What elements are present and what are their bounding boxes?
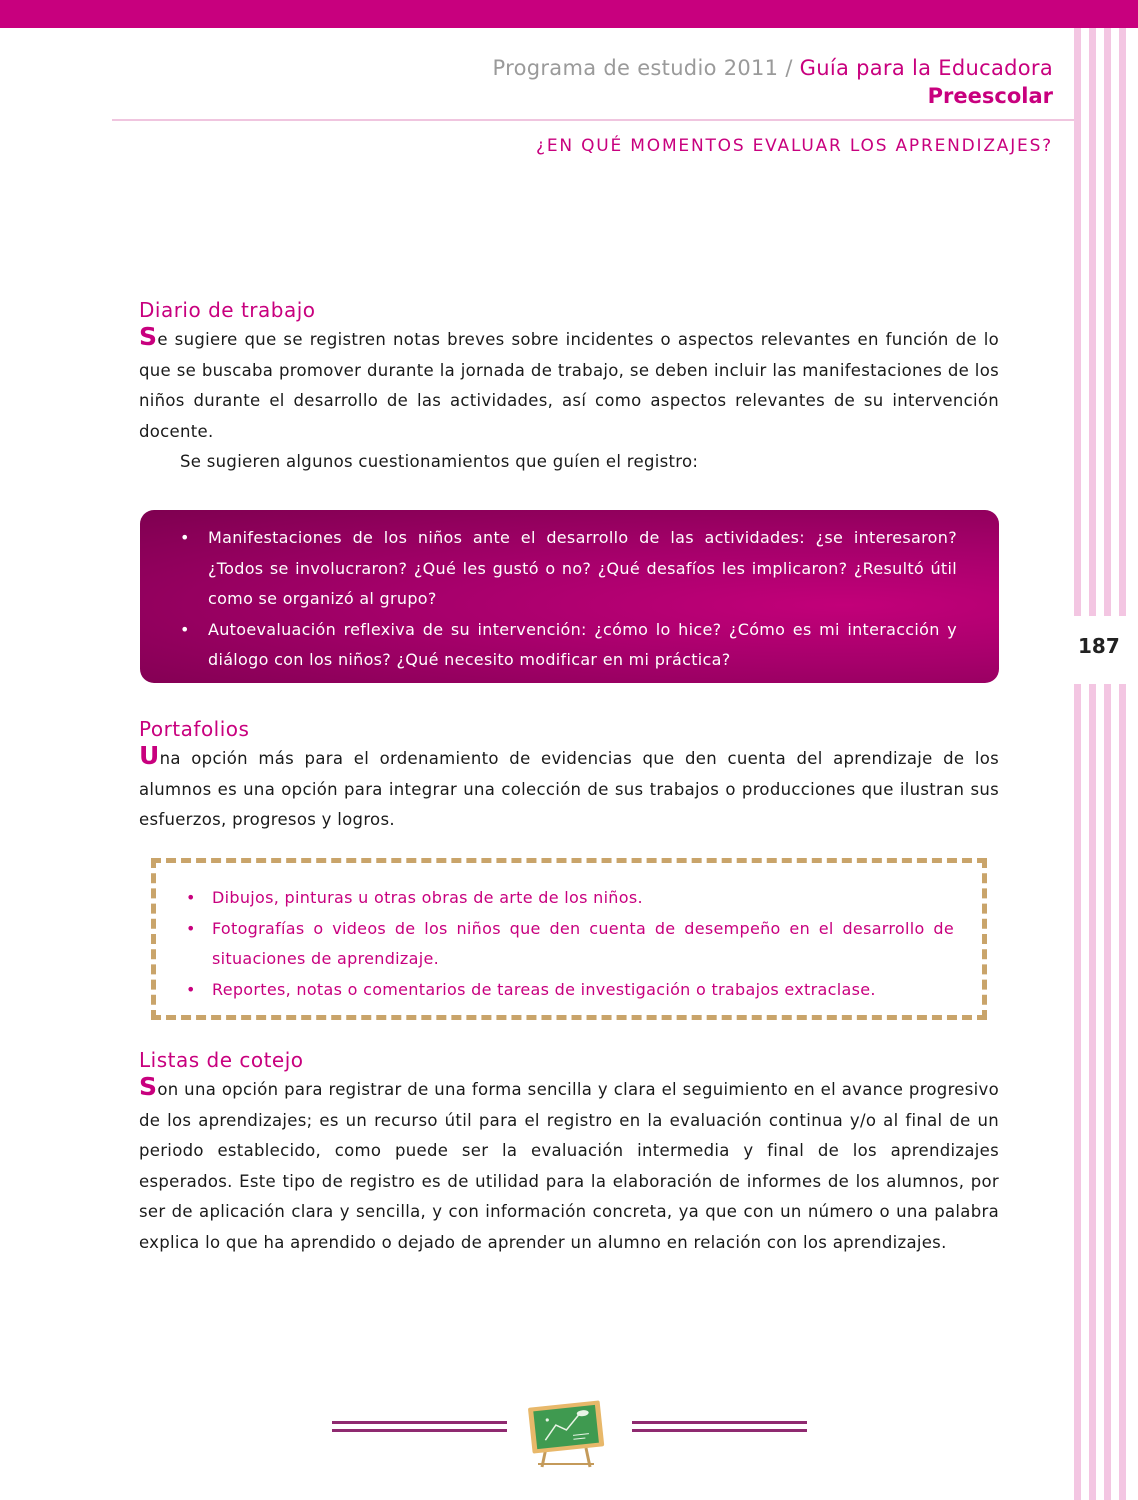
dropcap: U: [139, 741, 160, 770]
section-title: ¿EN QUÉ MOMENTOS EVALUAR LOS APRENDIZAJES?: [536, 136, 1053, 156]
side-stripe: [1104, 684, 1111, 1500]
footer-rule-right: [632, 1421, 807, 1435]
side-stripe: [1074, 684, 1081, 1500]
listas-paragraph: [139, 1072, 999, 1258]
chalkboard-icon: [524, 1398, 608, 1468]
diario-questions-box: [140, 510, 999, 683]
side-stripe: [1104, 28, 1111, 616]
portafolios-paragraph: [139, 741, 999, 836]
header-separator: /: [778, 56, 800, 80]
portafolios-heading: Portafolios: [139, 717, 250, 741]
diario-paragraph: [139, 322, 999, 447]
top-color-bar: [0, 0, 1138, 28]
diario-section: [139, 295, 999, 478]
running-header: [493, 56, 1053, 80]
guide-title: Guía para la Educadora: [799, 56, 1053, 80]
listas-heading: Listas de cotejo: [139, 1048, 304, 1072]
diario-intro: Se sugieren algunos cuestionamientos que guíen el registro:: [180, 452, 699, 471]
list-item: • Reportes, notas o comentarios de tareas de investigación o trabajos extraclase.: [184, 975, 954, 1006]
portafolios-section: [139, 714, 999, 836]
list-item: • Fotografías o videos de los niños que den cuenta de desempeño en el desarrollo de situaciones de aprendizaje.: [184, 914, 954, 975]
diario-bullet-list: [178, 523, 957, 676]
header-divider: [112, 119, 1074, 121]
dropcap: S: [139, 322, 158, 351]
listas-paragraph-text: on una opción para registrar de una forma sencilla y clara el seguimiento en el avance progresivo de los aprendizajes; es un recurso útil para el registro en la evaluación continua y/o al final de un periodo establecido, como puede ser la evaluación intermedia y final de los aprendizajes esperados. Este tipo de registro es de utilidad para la elaboración de informes de los alumnos, por ser de aplicación clara y sencilla, y con información concreta, ya que con un número o una palabra explica lo que ha aprendido o dejado de aprender un alumno en relación con los aprendizajes.: [139, 1080, 999, 1252]
diario-paragraph-text: e sugiere que se registren notas breves sobre incidentes o aspectos relevantes en función de lo que se buscaba promover durante la jornada de trabajo, se deben incluir las manifestaciones de los niños durante el desarrollo de las actividades, así como aspectos relevantes de su intervención docente.: [139, 330, 999, 441]
list-item: • Manifestaciones de los niños ante el desarrollo de las actividades: ¿se interesaron? ¿Todos se involucraron? ¿Qué les gustó o no? ¿Qué desafíos les implicaron? ¿Resultó útil como se organizó al grupo?: [178, 523, 957, 615]
side-stripe: [1119, 684, 1126, 1500]
side-stripe: [1119, 28, 1126, 616]
level-title: Preescolar: [927, 84, 1053, 108]
program-title: Programa de estudio 2011: [492, 56, 779, 80]
side-stripe: [1089, 684, 1096, 1500]
page-number: 187: [1078, 634, 1120, 658]
listas-section: [139, 1045, 999, 1258]
dropcap: S: [139, 1072, 158, 1101]
list-item: • Autoevaluación reflexiva de su intervención: ¿cómo lo hice? ¿Cómo es mi interacción y diálogo con los niños? ¿Qué necesito modificar en mi práctica?: [178, 615, 957, 676]
side-stripe: [1074, 28, 1081, 616]
portafolios-evidence-box: [151, 858, 987, 1020]
side-stripe: [1089, 28, 1096, 616]
footer-rule-left: [332, 1421, 507, 1435]
portafolios-paragraph-text: na opción más para el ordenamiento de evidencias que den cuenta del aprendizaje de los alumnos es una opción para integrar una colección de sus trabajos o producciones que ilustran sus esfuerzos, progresos y logros.: [139, 749, 999, 829]
portafolios-bullet-list: [184, 883, 954, 1005]
diario-heading: Diario de trabajo: [139, 298, 316, 322]
list-item: • Dibujos, pinturas u otras obras de arte de los niños.: [184, 883, 954, 914]
